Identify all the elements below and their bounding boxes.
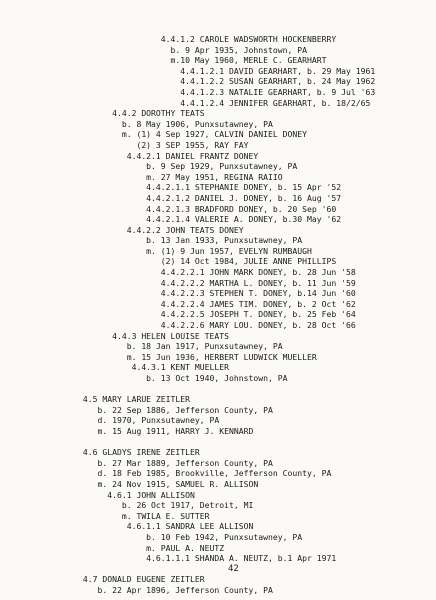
text-line: 4.4.2.2.5 JOSEPH T. DONEY, b. 25 Feb '64 [0, 309, 356, 320]
text-line: 4.4.1.2.2 SUSAN GEARHART, b. 24 May 1962 [0, 76, 376, 87]
text-line: 4.4.3.1 KENT MUELLER [0, 362, 230, 373]
text-line: b. 9 Sep 1929, Punxsutawney, PA [0, 161, 298, 172]
text-line: 4.4.2 DOROTHY TEATS [0, 108, 205, 119]
text-line: 4.4.3 HELEN LOUISE TEATS [0, 330, 230, 341]
text-line: (2) 3 SEP 1955, RAY FAY [0, 139, 249, 150]
text-line: 4.4.2.1 DANIEL FRANTZ DONEY [0, 150, 259, 161]
text-line: 4.6.1.1 SANDRA LEE ALLISON [0, 521, 254, 532]
blank-line [0, 564, 436, 575]
text-line: m. PAUL A. NEUTZ [0, 542, 225, 553]
text-line: 4.6.1.1.1 SHANDA A. NEUTZ, b.1 Apr 1971 [0, 553, 337, 564]
text-line: 4.4.1.2.3 NATALIE GEARHART, b. 9 Jul '63 [0, 86, 376, 97]
text-line: b. 13 Jan 1933, Punxsutawney, PA [0, 235, 303, 246]
text-line: b. 13 Oct 1940, Johnstown, PA [0, 373, 288, 383]
text-line: 4.4.2.2.3 STEPHEN T. DONEY, b.14 Jun '60 [0, 288, 356, 299]
text-line: 4.4.2.1.1 STEPHANIE DONEY, b. 15 Apr '52 [0, 182, 342, 193]
blank-line [0, 437, 436, 448]
text-line: 4.6 GLADYS IRENE ZEITLER [0, 447, 200, 458]
text-line: d. 1970, Punxsutawney, PA [0, 415, 220, 426]
text-line: m. (1) 9 Jun 1957, EVELYN RUMBAUGH [0, 245, 312, 256]
text-line: 4.7 DONALD EUGENE ZEITLER [0, 574, 205, 585]
text-line: 4.6.1 JOHN ALLISON [0, 489, 195, 500]
text-line: b. 18 Jan 1917, Punxsutawney, PA [0, 341, 283, 352]
text-line: m. 15 Jun 1936, HERBERT LUDWICK MUELLER [0, 351, 317, 362]
text-line: 4.4.2.1.2 DANIEL J. DONEY, b. 16 Aug '57 [0, 192, 342, 203]
text-line: b. 26 Oct 1917, Detroit, MI [0, 500, 254, 511]
text-line: d. 18 Feb 1985, Brookville, Jefferson County, PA [0, 468, 332, 479]
text-line: m. 15 Aug 1911, HARRY J. KENNARD [0, 425, 254, 436]
text-line: m. (1) 4 Sep 1927, CALVIN DANIEL DONEY [0, 129, 307, 140]
text-line: 4.4.2.2.4 JAMES TIM. DONEY, b. 2 Oct '62 [0, 298, 356, 309]
text-line: m. 24 Nov 1915, SAMUEL R. ALLISON [0, 478, 259, 489]
text-line: b. 22 Sep 1886, Jefferson County, PA [0, 404, 273, 415]
text-line: m. 27 May 1951, REGINA RAIIO [0, 171, 283, 182]
text-line: 4.4.2.2 JOHN TEATS DONEY [0, 224, 244, 235]
text-line: b. 22 Apr 1896, Jefferson County, PA [0, 584, 273, 595]
text-line: 4.4.2.2.6 MARY LOU. DONEY, b. 28 Oct '66 [0, 320, 356, 331]
genealogy-text [0, 34, 436, 595]
text-line: m.10 May 1960, MERLE C. GEARHART [0, 55, 327, 66]
text-line: b. 27 Mar 1889, Jefferson County, PA [0, 457, 273, 468]
text-line: b. 9 Apr 1935, Johnstown, PA [0, 44, 307, 55]
text-line: b. 8 May 1906, Punxsutawney, PA [0, 118, 273, 129]
text-line: 4.4.1.2 CAROLE WADSWORTH HOCKENBERRY [0, 34, 337, 44]
text-line: (2) 14 Oct 1984, JULIE ANNE PHILLIPS [0, 256, 337, 267]
text-line: 4.4.2.2.2 MARTHA L. DONEY, b. 11 Jun '59 [0, 277, 356, 288]
text-line: 4.5 MARY LARUE ZEITLER [0, 394, 191, 405]
text-line: 4.4.2.1.4 VALERIE A. DONEY, b.30 May '62 [0, 214, 342, 225]
text-line: 4.4.1.2.4 JENNIFER GEARHART, b. 18/2/65 [0, 97, 371, 108]
text-line: b. 10 Feb 1942, Punxsutawney, PA [0, 531, 303, 542]
text-line: m. TWILA E. SUTTER [0, 510, 210, 521]
page-number: 42 [228, 564, 239, 574]
text-line: 4.4.2.1.3 BRADFORD DONEY, b. 20 Sep '60 [0, 203, 337, 214]
text-line: 4.4.2.2.1 JOHN MARK DONEY, b. 28 Jun '58 [0, 267, 356, 278]
blank-line [0, 384, 436, 395]
text-line: 4.4.1.2.1 DAVID GEARHART, b. 29 May 1961 [0, 65, 376, 76]
